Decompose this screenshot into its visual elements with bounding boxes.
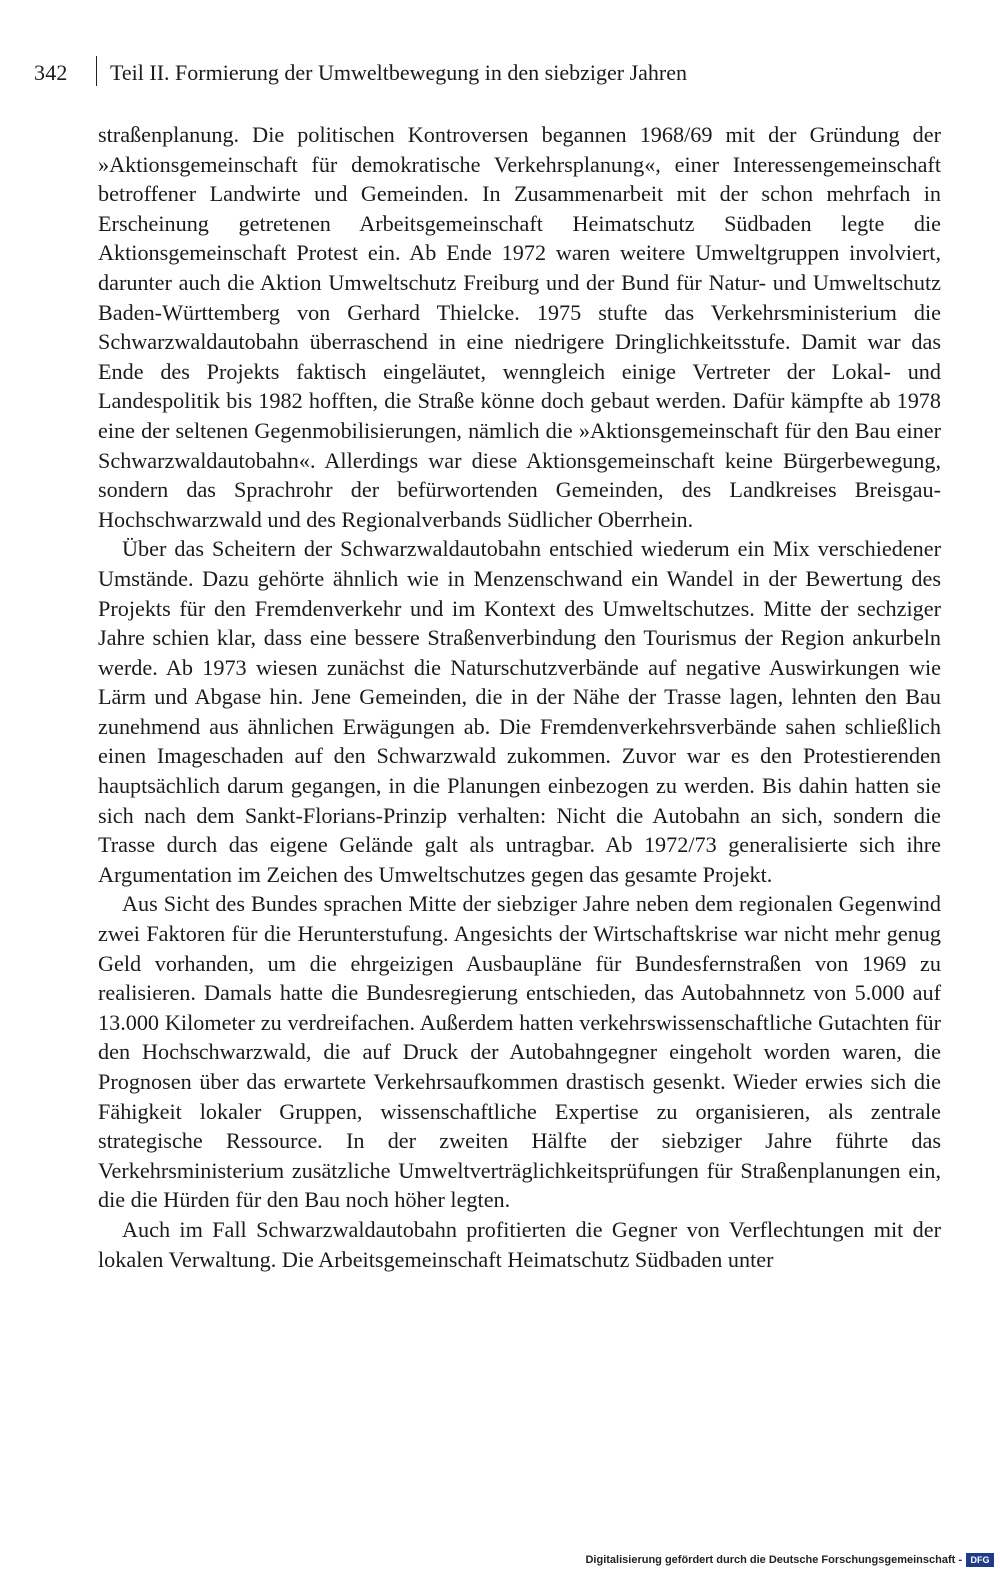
header-divider — [96, 56, 97, 86]
paragraph: Auch im Fall Schwarzwaldautobahn profitierten die Gegner von Verflechtungen mit der lokalen Verwaltung. Die Arbeitsgemeinschaft Heimatschutz Südbaden unter — [98, 1216, 941, 1272]
page-number: 342 — [34, 60, 68, 85]
running-header-title: Teil II. Formierung der Umweltbewegung in den siebziger Jahren — [110, 60, 688, 85]
running-header — [34, 56, 954, 90]
paragraph: straßenplanung. Die politischen Kontroversen begannen 1968/69 mit der Gründung der »Aktionsgemeinschaft für demokratische Verkehrsplanung«, einer Interessengemeinschaft betroffener Landwirte und Gemeinden. In Zusammenarbeit mit der schon mehrfach in Erscheinung getretenen Arbeitsgemeinschaft Heimatschutz Südbaden legte die Aktionsgemeinschaft Protest ein. Ab Ende 1972 waren weitere Umweltgruppen involviert, darunter auch die Aktion Umweltschutz Freiburg und der Bund für Natur- und Umweltschutz Baden-Württemberg von Gerhard Thielcke. 1975 stufte das Verkehrsministerium die Schwarzwaldautobahn überraschend in eine niedrigere Dringlichkeitsstufe. Damit war das Ende des Projekts faktisch eingeläutet, wenngleich einige Vertreter der Lokal- und Landespolitik bis 1982 hofften, die Straße könne doch gebaut werden. Dafür kämpfte ab 1978 eine der seltenen Gegenmobilisierungen, nämlich die »Aktionsgemeinschaft für den Bau einer Schwarzwaldautobahn«. Allerdings war diese Aktionsgemeinschaft keine Bürgerbewegung, sondern das Sprachrohr der befürwortenden Gemeinden, des Landkreises Breisgau-Hochschwarzwald und des Regionalverbands Südlicher Oberrhein. — [98, 122, 941, 532]
paragraph: Über das Scheitern der Schwarzwaldautobahn entschied wiederum ein Mix verschiedener Umstände. Dazu gehörte ähnlich wie in Menzenschwand ein Wandel in der Bewertung des Projekts für den Fremdenverkehr und im Kontext des Umweltschutzes. Mitte der sechziger Jahre schien klar, dass eine bessere Straßenverbindung den Tourismus der Region ankurbeln werde. Ab 1973 wiesen zunächst die Naturschutzverbände auf negative Auswirkungen wie Lärm und Abgase hin. Jene Gemeinden, die in der Nähe der Trasse lagen, lehnten den Bau zunehmend aus ähnlichen Erwägungen ab. Die Fremdenverkehrsverbände sahen schließlich einen Imageschaden auf den Schwarzwald zukommen. Zuvor war es den Protestierenden hauptsächlich darum gegangen, in die Planungen einbezogen zu werden. Bis dahin hatten sie sich nach dem Sankt-Florians-Prinzip verhalten: Nicht die Autobahn an sich, sondern die Trasse durch das eigene Gelände galt als untragbar. Ab 1972/73 generalisierte sich ihre Argumentation im Zeichen des Umweltschutzes gegen das gesamte Projekt. — [98, 536, 941, 887]
digitization-credit-text: Digitalisierung gefördert durch die Deutsche Forschungsgemeinschaft - — [585, 1554, 962, 1566]
digitization-credit — [585, 1553, 994, 1567]
paragraph: Aus Sicht des Bundes sprachen Mitte der siebziger Jahre neben dem regionalen Gegenwind zwei Faktoren für die Herunterstufung. Angesichts der Wirtschaftskrise war nicht mehr genug Geld vorhanden, um die ehrgeizigen Ausbaupläne für Bundesfernstraßen von 1969 zu realisieren. Damals hatte die Bundesregierung entschieden, das Autobahnnetz von 5.000 auf 13.000 Kilometer zu verdreifachen. Außerdem hatten verkehrswissenschaftliche Gutachten für den Hochschwarzwald, die auf Druck der Autobahngegner eingeholt worden waren, die Prognosen über das erwartete Verkehrsaufkommen drastisch gesenkt. Wieder erwies sich die Fähigkeit lokaler Gruppen, wissenschaftliche Expertise zu organisieren, als zentrale strategische Ressource. In der zweiten Hälfte der siebziger Jahre führte das Verkehrsministerium zusätzliche Umweltverträglichkeitsprüfungen für Straßenplanungen ein, die die Hürden für den Bau noch höher legten. — [98, 891, 941, 1213]
body-text — [98, 120, 941, 1274]
dfg-logo: DFG — [966, 1553, 994, 1567]
